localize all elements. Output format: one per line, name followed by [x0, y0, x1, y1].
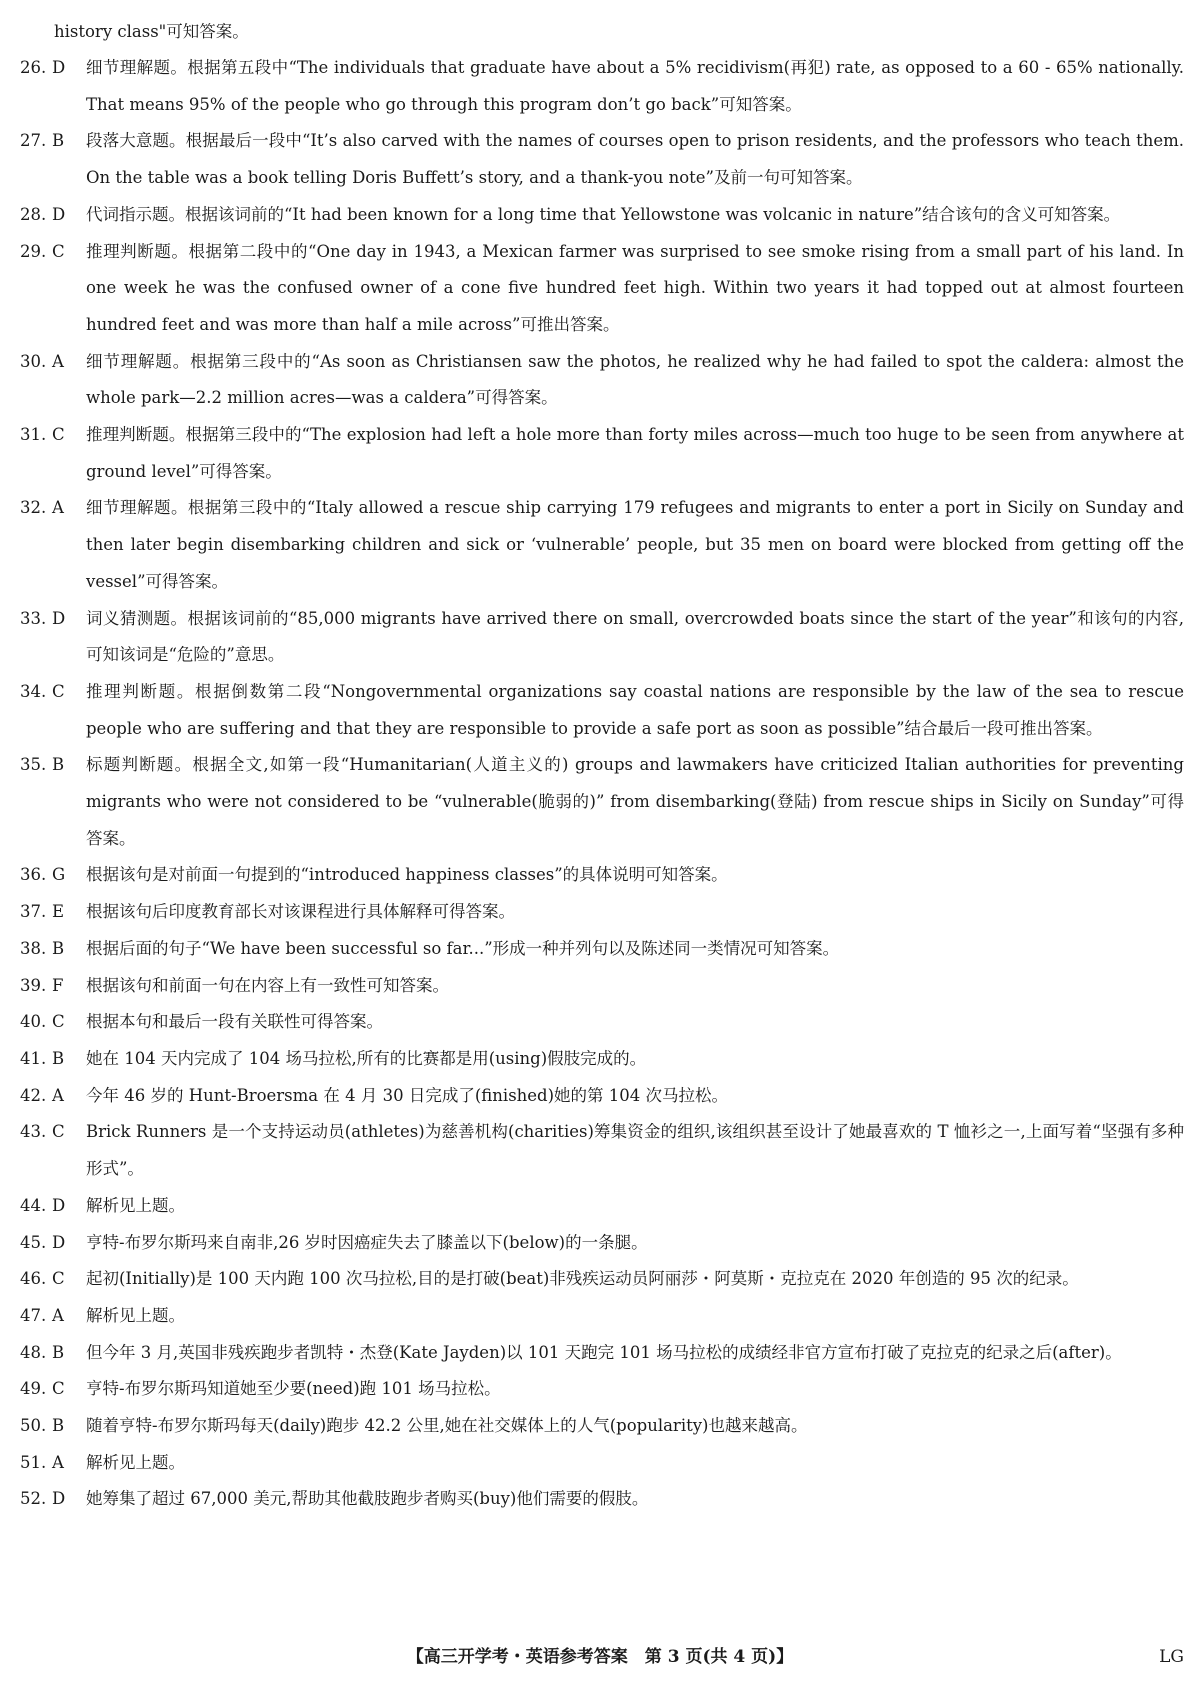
question-number: 35.	[20, 755, 47, 775]
footer-title: 【高三开学考・英语参考答案 第 3 页(共 4 页)】	[406, 1647, 794, 1667]
answer-item	[20, 1188, 1184, 1225]
answer-item	[20, 417, 1184, 490]
answer-list	[20, 50, 1184, 1518]
question-number: 43.	[20, 1122, 47, 1142]
question-number: 26.	[20, 58, 47, 77]
answer-item	[20, 1371, 1184, 1408]
answer-explanation: 根据该句是对前面一句提到的“introduced happiness classes”的具体说明可知答案。	[86, 865, 728, 885]
answer-explanation: 词义猜测题。根据该词前的“85,000 migrants have arrived there on small, overcrowded boats since the start of the year”和该句的内容,可知该词是“危险的”意思。	[86, 608, 1184, 665]
answer-letter: B	[52, 938, 65, 958]
answer-letter: B	[52, 1416, 65, 1436]
question-number: 42.	[20, 1085, 47, 1105]
question-number: 28.	[20, 204, 47, 224]
answer-explanation: 标题判断题。根据全文,如第一段“Humanitarian(人道主义的) groups and lawmakers have criticized Italian authorities for preventing migrants who were not considered to be “vulnerable(脆弱的)” from disembarking(登陆) from rescue ships in Sicily on Sunday”可得答案。	[86, 755, 1184, 848]
question-number: 32.	[20, 498, 47, 518]
question-number: 45.	[20, 1232, 47, 1252]
page-footer	[0, 1640, 1200, 1674]
question-number: 34.	[20, 681, 47, 701]
answer-item	[20, 1298, 1184, 1335]
answer-explanation: 起初(Initially)是 100 天内跑 100 次马拉松,目的是打破(beat)非残疾运动员阿丽莎・阿莫斯・克拉克在 2020 年创造的 95 次的纪录。	[86, 1269, 1079, 1289]
question-number: 27.	[20, 131, 47, 151]
answer-item	[20, 490, 1184, 600]
question-number: 41.	[20, 1048, 47, 1068]
answer-item	[20, 1481, 1184, 1518]
question-number: 33.	[20, 608, 47, 628]
answer-letter: C	[52, 1379, 65, 1399]
answer-explanation: 解析见上题。	[86, 1195, 185, 1215]
answer-letter: D	[52, 608, 66, 628]
answer-letter: C	[52, 241, 65, 261]
question-number: 44.	[20, 1195, 47, 1215]
answer-item	[20, 931, 1184, 968]
answer-explanation: 细节理解题。根据第三段中的“Italy allowed a rescue ship carrying 179 refugees and migrants to enter a port in Sicily on Sunday and then later begin disembarking children and sick or ‘vulnerable’ people, but 35 men on board were blocked from getting off the vessel”可得答案。	[86, 498, 1184, 591]
question-number: 31.	[20, 425, 47, 445]
answer-letter: D	[52, 204, 66, 224]
answer-letter: B	[52, 755, 65, 775]
answer-item	[20, 344, 1184, 417]
answer-explanation: 段落大意题。根据最后一段中“It’s also carved with the names of courses open to prison residents, and the professors who teach them. On the table was a book telling Doris Buffett’s story, and a thank-you note”及前一句可知答案。	[86, 131, 1184, 188]
answer-item	[20, 968, 1184, 1005]
answer-item	[20, 1261, 1184, 1298]
answer-item	[20, 1114, 1184, 1187]
answer-item	[20, 1408, 1184, 1445]
answer-explanation: 推理判断题。根据第三段中的“The explosion had left a hole more than forty miles across—much too huge to be seen from anywhere at ground level”可得答案。	[86, 425, 1184, 481]
answer-explanation: 根据该句后印度教育部长对该课程进行具体解释可得答案。	[86, 902, 515, 922]
answer-letter: B	[52, 131, 65, 151]
answer-explanation: 推理判断题。根据倒数第二段“Nongovernmental organizations say coastal nations are responsible by the law of the sea to rescue people who are suffering and that they are responsible to provide a safe port as soon as possible”结合最后一段可推出答案。	[86, 681, 1184, 738]
answer-explanation: 细节理解题。根据第五段中“The individuals that graduate have about a 5% recidivism(再犯) rate, as opposed to a 60 - 65% nationally. That means 95% of the people who go through this program don’t go back”可知答案。	[86, 58, 1184, 114]
question-number: 38.	[20, 938, 47, 958]
answer-letter: C	[52, 1122, 65, 1142]
question-number: 46.	[20, 1269, 47, 1289]
answer-letter: A	[52, 1085, 64, 1105]
answer-item	[20, 1445, 1184, 1482]
answer-letter: D	[52, 1489, 66, 1509]
answer-explanation: 今年 46 岁的 Hunt-Broersma 在 4 月 30 日完成了(finished)她的第 104 次马拉松。	[86, 1085, 729, 1105]
answer-explanation: 细节理解题。根据第三段中的“As soon as Christiansen saw the photos, he realized why he had failed to spot the caldera: almost the whole park—2.2 million acres—was a caldera”可得答案。	[86, 351, 1184, 408]
question-number: 29.	[20, 241, 47, 261]
question-number: 36.	[20, 865, 47, 885]
answer-letter: B	[52, 1342, 65, 1362]
answer-letter: E	[52, 902, 65, 922]
answer-item	[20, 50, 1184, 123]
answer-item	[20, 1225, 1184, 1262]
answer-explanation: 亨特-布罗尔斯玛来自南非,26 岁时因癌症失去了膝盖以下(below)的一条腿。	[86, 1232, 648, 1252]
answer-letter: B	[52, 1048, 65, 1068]
answer-letter: D	[52, 1195, 66, 1215]
answer-item	[20, 747, 1184, 857]
answer-explanation: 亨特-布罗尔斯玛知道她至少要(need)跑 101 场马拉松。	[86, 1379, 501, 1399]
answer-explanation: 解析见上题。	[86, 1305, 185, 1325]
continued-text: history class"可知答案。	[54, 22, 249, 41]
question-number: 52.	[20, 1489, 47, 1509]
answer-explanation: Brick Runners 是一个支持运动员(athletes)为慈善机构(charities)筹集资金的组织,该组织甚至设计了她最喜欢的 T 恤衫之一,上面写着“坚强有多种形式”。	[86, 1122, 1184, 1179]
question-number: 49.	[20, 1379, 47, 1399]
answer-letter: C	[52, 425, 65, 445]
answer-explanation: 推理判断题。根据第二段中的“One day in 1943, a Mexican farmer was surprised to see smoke rising from a small part of his land. In one week he was the confused owner of a cone five hundred feet high. Within two years it had topped out at almost fourteen hundred feet and was more than half a mile across”可推出答案。	[86, 241, 1184, 334]
question-number: 37.	[20, 902, 47, 922]
answer-letter: C	[52, 1012, 65, 1032]
question-number: 48.	[20, 1342, 47, 1362]
answer-explanation: 但今年 3 月,英国非残疾跑步者凯特・杰登(Kate Jayden)以 101 天跑完 101 场马拉松的成绩经非官方宣布打破了克拉克的纪录之后(after)。	[86, 1342, 1122, 1362]
answer-letter: D	[52, 1232, 66, 1252]
answer-explanation: 解析见上题。	[86, 1452, 185, 1472]
answer-letter: A	[52, 498, 64, 518]
answer-letter: A	[52, 1452, 64, 1472]
answer-item	[20, 857, 1184, 894]
answer-item	[20, 894, 1184, 931]
answer-letter: C	[52, 1269, 65, 1289]
answer-item	[20, 674, 1184, 747]
answer-item	[20, 1335, 1184, 1372]
answer-item	[20, 234, 1184, 344]
answer-explanation: 根据本句和最后一段有关联性可得答案。	[86, 1012, 383, 1032]
answer-item	[20, 123, 1184, 196]
question-number: 51.	[20, 1452, 47, 1472]
answer-letter: G	[52, 865, 66, 885]
answer-letter: C	[52, 681, 65, 701]
answer-explanation: 根据该句和前面一句在内容上有一致性可知答案。	[86, 975, 449, 995]
question-number: 47.	[20, 1305, 47, 1325]
answer-item	[20, 197, 1184, 234]
answer-letter: A	[52, 351, 64, 371]
question-number: 40.	[20, 1012, 47, 1032]
answer-letter: A	[52, 1305, 64, 1325]
answer-explanation: 代词指示题。根据该词前的“It had been known for a long time that Yellowstone was volcanic in nature”结合该句的含义可知答案。	[86, 204, 1121, 224]
answer-item	[20, 1078, 1184, 1115]
answer-explanation: 她在 104 天内完成了 104 场马拉松,所有的比赛都是用(using)假肢完成的。	[86, 1048, 647, 1068]
question-number: 39.	[20, 975, 47, 995]
answer-letter: F	[52, 975, 64, 995]
footer-code: LG	[1159, 1647, 1184, 1667]
answer-item	[20, 1004, 1184, 1041]
answer-item	[20, 601, 1184, 674]
answer-explanation: 根据后面的句子“We have been successful so far...”形成一种并列句以及陈述同一类情况可知答案。	[86, 938, 840, 958]
answer-letter: D	[52, 58, 66, 77]
answer-item	[20, 1041, 1184, 1078]
answer-explanation: 随着亨特-布罗尔斯玛每天(daily)跑步 42.2 公里,她在社交媒体上的人气(popularity)也越来越高。	[86, 1416, 808, 1436]
question-number: 30.	[20, 351, 47, 371]
answer-explanation: 她筹集了超过 67,000 美元,帮助其他截肢跑步者购买(buy)他们需要的假肢。	[86, 1489, 649, 1509]
question-number: 50.	[20, 1416, 47, 1436]
